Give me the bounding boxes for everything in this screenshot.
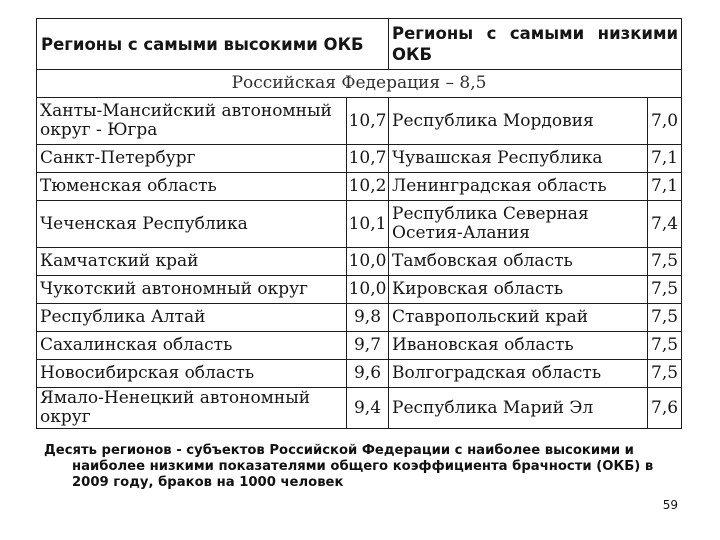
low-value: 7,5 — [648, 332, 682, 360]
high-value: 9,8 — [347, 304, 389, 332]
low-value: 7,0 — [648, 98, 682, 145]
high-value: 10,1 — [347, 201, 389, 248]
low-region: Республика Марий Эл — [389, 388, 648, 429]
high-value: 10,7 — [347, 145, 389, 173]
low-region: Чувашская Республика — [389, 145, 648, 173]
table-row — [37, 98, 682, 145]
table-row — [37, 201, 682, 248]
low-value: 7,5 — [648, 360, 682, 388]
table-row — [37, 332, 682, 360]
high-region: Камчатский край — [37, 248, 347, 276]
high-value: 10,7 — [347, 98, 389, 145]
table-row — [37, 145, 682, 173]
high-value: 10,2 — [347, 173, 389, 201]
scanned-table-image — [36, 18, 681, 429]
low-value: 7,6 — [648, 388, 682, 429]
low-value: 7,5 — [648, 276, 682, 304]
low-value: 7,5 — [648, 304, 682, 332]
low-region: Ставропольский край — [389, 304, 648, 332]
table-row — [37, 360, 682, 388]
header-low-regions: Регионы с самыми низкими ОКБ — [389, 19, 682, 70]
high-value: 10,0 — [347, 248, 389, 276]
low-value: 7,1 — [648, 145, 682, 173]
low-region: Тамбовская область — [389, 248, 648, 276]
high-region: Санкт-Петербург — [37, 145, 347, 173]
high-region: Чукотский автономный округ — [37, 276, 347, 304]
table-row — [37, 304, 682, 332]
low-region: Ленинградская область — [389, 173, 648, 201]
table-row — [37, 173, 682, 201]
caption-line-2: наиболее низкими показателями общего коэффициента брачности (ОКБ) в — [72, 459, 654, 474]
high-region: Чеченская Республика — [37, 201, 347, 248]
low-value: 7,5 — [648, 248, 682, 276]
high-region: Новосибирская область — [37, 360, 347, 388]
low-region: Волгоградская область — [389, 360, 648, 388]
federation-row — [37, 70, 682, 98]
header-high-regions: Регионы с самыми высокими ОКБ — [37, 19, 389, 70]
high-value: 10,0 — [347, 276, 389, 304]
low-region: Республика Мордовия — [389, 98, 648, 145]
table-row — [37, 388, 682, 429]
federation-value: Российская Федерация – 8,5 — [37, 70, 682, 98]
okb-table — [36, 18, 682, 429]
page-number: 59 — [662, 498, 678, 512]
table-row — [37, 276, 682, 304]
high-region: Ямало-Ненецкий автономный округ — [37, 388, 347, 429]
caption-line-3: 2009 году, браков на 1000 человек — [72, 475, 344, 490]
table-row — [37, 248, 682, 276]
high-value: 9,6 — [347, 360, 389, 388]
high-region: Тюменская область — [37, 173, 347, 201]
low-value: 7,4 — [648, 201, 682, 248]
high-region: Ханты-Мансийский автономный округ - Югра — [37, 98, 347, 145]
low-region: Ивановская область — [389, 332, 648, 360]
high-region: Сахалинская область — [37, 332, 347, 360]
low-region: Кировская область — [389, 276, 648, 304]
low-value: 7,1 — [648, 173, 682, 201]
caption-line-1: Десять регионов - субъектов Российской Федерации с наиболее высокими и — [44, 443, 634, 458]
high-value: 9,7 — [347, 332, 389, 360]
high-value: 9,4 — [347, 388, 389, 429]
figure-caption — [44, 443, 684, 491]
table-header-row — [37, 19, 682, 70]
low-region: Республика Северная Осетия-Алания — [389, 201, 648, 248]
high-region: Республика Алтай — [37, 304, 347, 332]
